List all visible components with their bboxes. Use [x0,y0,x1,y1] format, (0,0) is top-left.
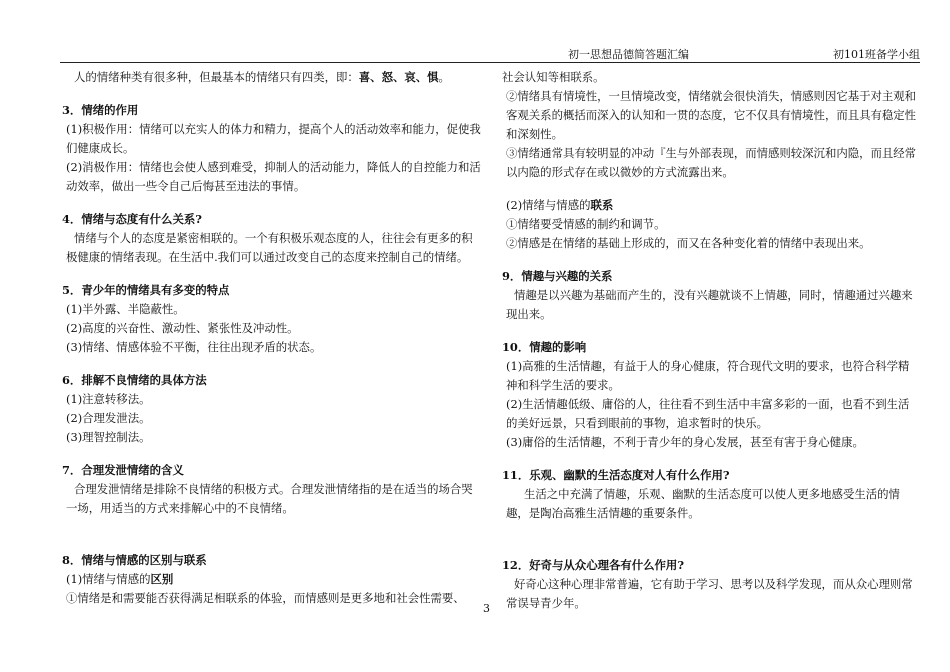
question-6-title: 6．排解不良情绪的具体方法 [62,373,207,387]
question-9-para: 情趣是以兴趣为基础而产生的，没有兴趣就谈不上情趣，同时，情趣通过兴趣来现出来。 [506,288,913,321]
continued-text: 社会认知等相联系。 [502,70,605,84]
question-7-para: 合理发泄情绪是排除不良情绪的积极方式。合理发泄情绪指的是在适当的场合哭一场，用适当的方式来排解心中的不良情绪。 [66,482,473,515]
question-3-title: 3．情绪的作用 [62,103,139,117]
intro-emphasis: 喜、怒、哀、惧 [358,70,439,84]
question-4-title: 4．情绪与态度有什么关系? [62,212,202,226]
question-9-title: 9．情趣与兴趣的关系 [502,269,613,283]
group-name: 初101班备学小组 [833,48,920,61]
question-7-title: 7．合理发泄情绪的含义 [62,463,184,477]
question-5-item: (1)半外露、半隐蔽性。 [66,302,185,316]
question-11-title: 11．乐观、幽默的生活态度对人有什么作用? [502,468,730,482]
left-column [60,68,484,608]
link-point-1: ①情绪要受情感的制约和调节。 [506,217,666,231]
question-8-para-1: ①情绪是和需要能否获得满足相联系的体验，而情感则是更多地和社会性需要、 [66,591,465,605]
page-number: 3 [483,602,490,615]
page-header [60,46,920,63]
question-3-para-2: (2)消极作用：情绪也会使人感到难受，抑制人的活动能力，降低人的自控能力和活动效率，做出一些令自己后悔甚至违法的事情。 [66,160,481,193]
document-title: 初一思想品德简答题汇编 [568,48,689,61]
question-6-item: (2)合理发泄法。 [66,411,151,425]
right-column [500,68,920,613]
link-subtitle: (2)情绪与情感的联系 [506,198,614,212]
question-10-title: 10．情趣的影响 [502,340,587,354]
question-11-para: 生活之中充满了情趣，乐观、幽默的生活态度可以使人更多地感受生活的情趣，是陶冶高雅生活情趣的重要条件。 [506,487,900,520]
question-10-para-3: (3)庸俗的生活情趣，不利于青少年的身心发展，甚至有害于身心健康。 [506,435,864,449]
question-8-subtitle: (1)情绪与情感的区别 [66,572,174,586]
difference-point-3: ③情绪通常具有较明显的冲动『生与外部表现，而情感则较深沉和内隐，而且经常以内隐的形式存在或以微妙的方式流露出来。 [506,146,917,179]
link-point-2: ②情感是在情绪的基础上形成的，而又在各种变化着的情绪中表现出来。 [506,236,871,250]
question-5-item: (2)高度的兴奋性、激动性、紧张性及冲动性。 [66,321,299,335]
question-10-para-2: (2)生活情趣低级、庸俗的人，往往看不到生活中丰富多彩的一面，也看不到生活的美好远景，只看到眼前的事物，追求暂时的快乐。 [506,397,910,430]
question-12-title: 12．好奇与从众心理各有什么作用? [502,558,684,572]
question-5-item: (3)情绪、情感体验不平衡，往往出现矛盾的状态。 [66,340,322,354]
question-12-para: 好奇心这种心理非常普遍，它有助于学习、思考以及科学发现，而从众心理则常常误导青少年。 [506,577,913,610]
question-10-para-1: (1)高雅的生活情趣，有益于人的身心健康，符合现代文明的要求，也符合科学精神和科学生活的要求。 [506,359,910,392]
question-6-item: (3)理智控制法。 [66,430,151,444]
question-5-title: 5．青少年的情绪具有多变的特点 [62,283,230,297]
difference-point-2: ②情绪具有情境性，一旦情境改变，情绪就会很快消失，情感则因它基于对主观和客观关系的概括而深入的认知和一贯的态度，它不仅具有情境性，而且具有稳定性和深刻性。 [506,89,917,141]
question-6-item: (1)注意转移法。 [66,392,151,406]
question-4-para: 情绪与个人的态度是紧密相联的。一个有积极乐观态度的人，往往会有更多的积极健康的情绪表现。在生活中.我们可以通过改变自己的态度来控制自己的情绪。 [66,231,473,264]
intro-paragraph: 人的情绪种类有很多种，但最基本的情绪只有四类，即：喜、怒、哀、惧。 [74,70,450,84]
question-8-title: 8．情绪与情感的区别与联系 [62,553,207,567]
question-3-para-1: (1)积极作用：情绪可以充实人的体力和精力，提高个人的活动效率和能力，促使我们健康成长。 [66,122,481,155]
